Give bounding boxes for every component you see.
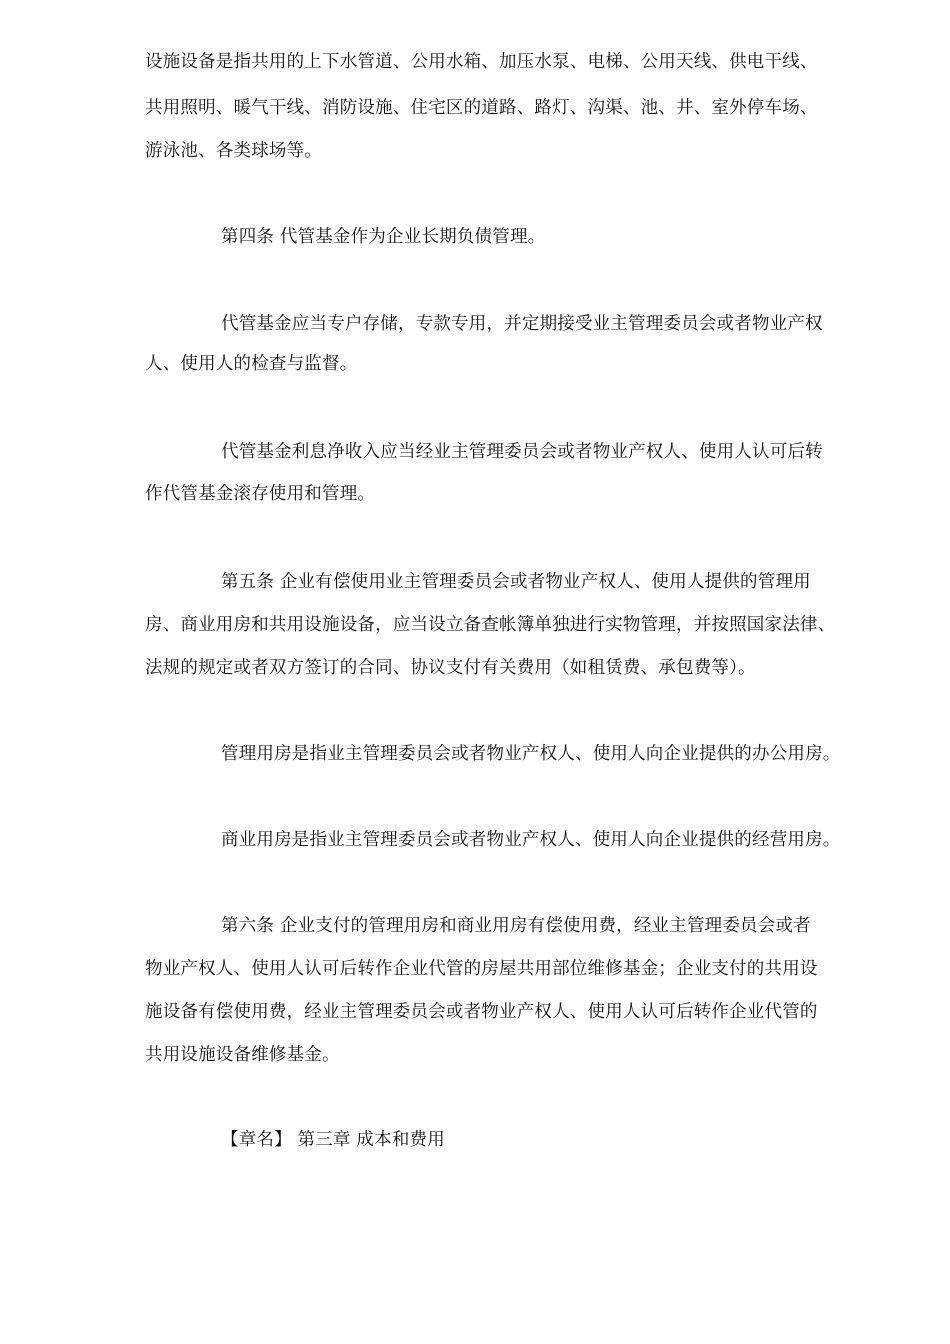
paragraph-line: 法规的规定或者双方签订的合同、协议支付有关费用（如租赁费、承包费等）。: [145, 658, 756, 678]
paragraph-line: 代管基金利息净收入应当经业主管理委员会或者物业产权人、使用人认可后转: [221, 442, 823, 462]
paragraph-line: 房、商业用房和共用设施设备，应当设立备查帐簿单独进行实物管理，并按照国家法律、: [145, 615, 836, 635]
article-4-heading: 第四条 代管基金作为企业长期负债管理。: [221, 227, 546, 247]
paragraph-line: 共用设施设备维修基金。: [145, 1045, 340, 1065]
paragraph-line: 代管基金应当专户存储，专款专用，并定期接受业主管理委员会或者物业产权: [221, 314, 823, 334]
article-5-heading: 第五条 企业有偿使用业主管理委员会或者物业产权人、使用人提供的管理用: [221, 572, 811, 592]
paragraph-line: 物业产权人、使用人认可后转作企业代管的房屋共用部位维修基金；企业支付的共用设: [145, 959, 818, 979]
paragraph-line: 商业用房是指业主管理委员会或者物业产权人、使用人向企业提供的经营用房。: [221, 830, 841, 850]
article-6-heading: 第六条 企业支付的管理用房和商业用房有偿使用费，经业主管理委员会或者: [221, 916, 811, 936]
chapter-heading: 【章名】 第三章 成本和费用: [221, 1130, 445, 1150]
paragraph-line: 施设备有偿使用费，经业主管理委员会或者物业产权人、使用人认可后转作企业代管的: [145, 1002, 818, 1022]
paragraph-line: 共用照明、暖气干线、消防设施、住宅区的道路、路灯、沟渠、池、井、室外停车场、: [145, 98, 818, 118]
paragraph-line: 人、使用人的检查与监督。: [145, 354, 358, 374]
paragraph-line: 设施设备是指共用的上下水管道、公用水箱、加压水泵、电梯、公用天线、供电干线、: [145, 52, 818, 72]
paragraph-line: 作代管基金滚存使用和管理。: [145, 484, 376, 504]
paragraph-line: 游泳池、各类球场等。: [145, 141, 322, 161]
paragraph-line: 管理用房是指业主管理委员会或者物业产权人、使用人向企业提供的办公用房。: [221, 744, 841, 764]
